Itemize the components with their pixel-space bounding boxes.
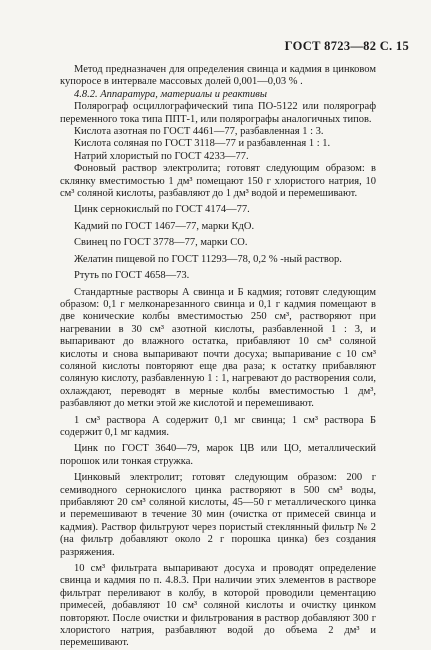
paragraph: Метод предназначен для определения свинца и кадмия в цинковом купоросе в интервале массовых долей 0,001—0,03 % . [60, 64, 376, 88]
paragraph: 1 см³ раствора А содержит 0,1 мг свинца; 1 см³ раствора Б содержит 0,1 мг кадмия. [60, 414, 376, 438]
page-number: С. 15 [379, 39, 409, 53]
paragraph: Кадмий по ГОСТ 1467—77, марки КдО. [74, 220, 255, 232]
document-body [60, 64, 376, 650]
paragraph: Кислота азотная по ГОСТ 4461—77, разбавленная 1 : 3. [74, 126, 324, 138]
paragraph: Цинковый электролит; готовят следующим образом: 200 г семиводного сернокислого цинка растворяют в 500 см³ воды, прибавляют 20 см³ соляной кислоты, 45—50 г металлического цинка и перемешивают в течение 30 мин (очистка от примесей свинца и кадмия). Раствор фильтруют через пористый стеклянный фильтр № 2 (на фильтр добавляют около 2 г порошка цинка) без создания разряжения. [60, 472, 376, 558]
paragraph: Ртуть по ГОСТ 4658—73. [74, 270, 190, 282]
paragraph: Желатин пищевой по ГОСТ 11293—78, 0,2 % -ный раствор. [74, 253, 342, 265]
standard-number: ГОСТ 8723—82 [284, 39, 377, 53]
paragraph: Свинец по ГОСТ 3778—77, марки СО. [74, 237, 248, 249]
paragraph: 10 см³ фильтрата выпаривают досуха и проводят определение свинца и кадмия по п. 4.8.3. При наличии этих элементов в растворе фильтрат переливают в колбу, в которой проводили цементацию примесей, добавляют 10 см³ соляной кислоты и очистку цинком повторяют. После очистки и фильтрования в раствор добавляют 300 г хлористого натрия, разбавляют водой до объема 2 дм³ и перемешивают. [60, 563, 376, 649]
paragraph: Стандартные растворы А свинца и Б кадмия; готовят следующим образом: 0,1 г мелконарезанного свинца и 0,1 г кадмия помещают в две конические колбы вместимостью 250 см³, растворяют при нагревании в 30 см³ азотной кислоты, разбавленной 1 : 3, и выпаривают до влажного остатка, прибавляют 10 см³ соляной кислоты и снова выпаривают почти досуха; выпаривание с 10 см³ соляной кислоты повторяют еще два раза; к остатку прибавляют соляную кислоту, разбавленную 1 : 1, нагревают до растворения соли, охлаждают, переводят в мерные колбы вместимостью 1 дм³, разбавляют до метки этой же кислотой и перемешивают. [60, 286, 376, 410]
page-header [0, 39, 409, 54]
paragraph: 4.8.2. Аппаратура, материалы и реактивы [74, 88, 267, 100]
paragraph: Натрий хлористый по ГОСТ 4233—77. [74, 150, 249, 162]
paragraph: Цинк по ГОСТ 3640—79, марок ЦВ или ЦО, металлический порошок или тонкая стружка. [60, 443, 376, 467]
paragraph: Кислота соляная по ГОСТ 3118—77 и разбавленная 1 : 1. [74, 138, 331, 150]
paragraph: Полярограф осциллографический типа ПО-5122 или полярограф переменного тока типа ППТ-1, или полярографы аналогичных типов. [60, 101, 376, 125]
paragraph: Цинк сернокислый по ГОСТ 4174—77. [74, 204, 250, 216]
paragraph: Фоновый раствор электролита; готовят следующим образом: в склянку вместимостью 1 дм³ помещают 150 г хлористого натрия, 10 см³ соляной кислоты, разбавляют до 1 дм³ водой и перемешивают. [60, 163, 376, 200]
